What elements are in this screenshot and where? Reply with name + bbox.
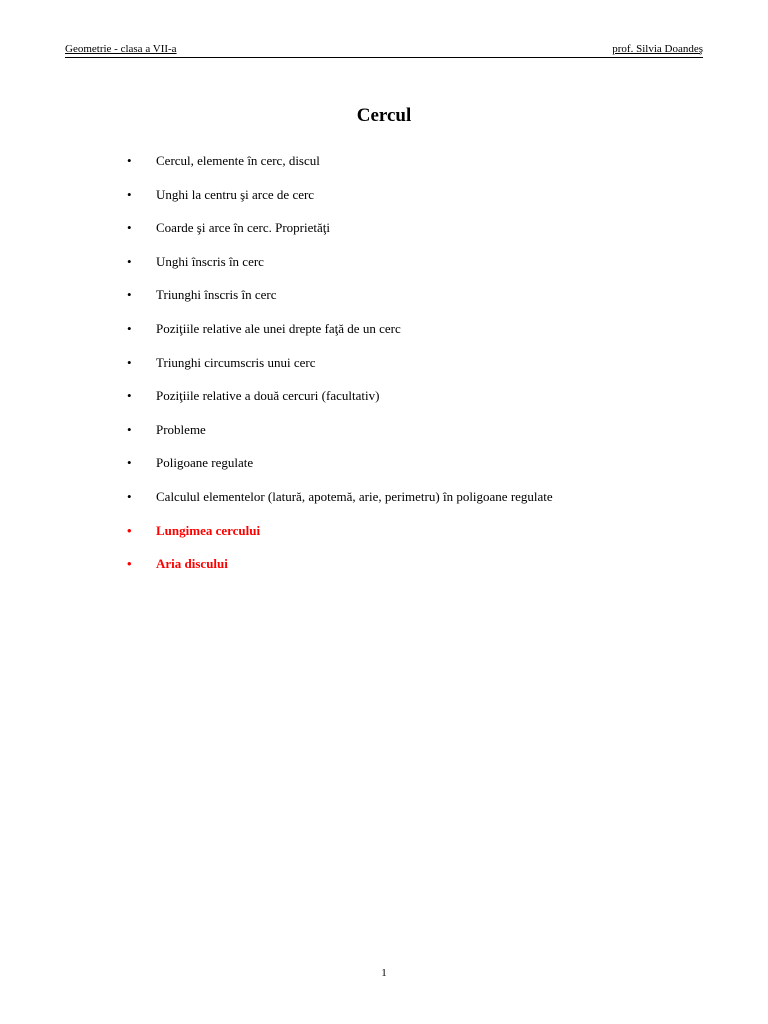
list-item-label: Calculul elementelor (latură, apotemă, arie, perimetru) în poligoane regulate — [156, 488, 553, 504]
bullet-icon: • — [127, 153, 132, 168]
list-item-label: Poligoane regulate — [156, 455, 254, 471]
bullet-icon: • — [127, 488, 132, 504]
page-header — [65, 43, 703, 58]
list-item-label: Unghi înscris în cerc — [156, 253, 264, 269]
list-item-label: Probleme — [156, 421, 206, 437]
bullet-icon: • — [127, 320, 132, 336]
list-item-label: Unghi la centru şi arce de cerc — [156, 186, 315, 202]
list-item-label: Aria discului — [156, 556, 228, 572]
bullet-icon: • — [127, 287, 132, 303]
list-item — [127, 553, 553, 587]
bullet-icon: • — [127, 421, 132, 437]
list-item — [127, 385, 553, 419]
bullet-icon: • — [127, 388, 132, 404]
bullet-icon: • — [127, 556, 132, 572]
bullet-icon: • — [127, 354, 132, 370]
list-item — [127, 419, 553, 453]
list-item — [127, 520, 553, 554]
list-item — [127, 217, 553, 251]
list-item — [127, 251, 553, 285]
list-item — [127, 150, 553, 184]
page-title: Cercul — [356, 105, 412, 126]
list-item-label: Triunghi circumscris unui cerc — [156, 354, 316, 370]
list-item — [127, 352, 553, 386]
list-item — [127, 452, 553, 486]
list-item-label: Triunghi înscris în cerc — [156, 287, 277, 303]
bullet-icon: • — [127, 522, 132, 538]
header-author: prof. Silvia Doandeş — [612, 43, 703, 55]
list-item — [127, 486, 553, 520]
list-item-label: Poziţiile relative ale unei drepte faţă de un cerc — [156, 320, 401, 336]
list-item-label: Cercul, elemente în cerc, discul — [156, 153, 320, 168]
list-item — [127, 284, 553, 318]
bullet-icon: • — [127, 455, 132, 471]
list-item-label: Poziţiile relative a două cercuri (facultativ) — [156, 388, 380, 404]
bullet-icon: • — [127, 186, 132, 202]
bullet-icon: • — [127, 253, 132, 269]
list-item-label: Coarde şi arce în cerc. Proprietăţi — [156, 220, 330, 236]
header-course: Geometrie - clasa a VII-a — [65, 43, 177, 55]
list-item — [127, 184, 553, 218]
bullet-icon: • — [127, 220, 132, 236]
topic-list — [127, 150, 553, 587]
page-number: 1 — [381, 967, 387, 979]
list-item-label: Lungimea cercului — [156, 522, 261, 538]
list-item — [127, 318, 553, 352]
